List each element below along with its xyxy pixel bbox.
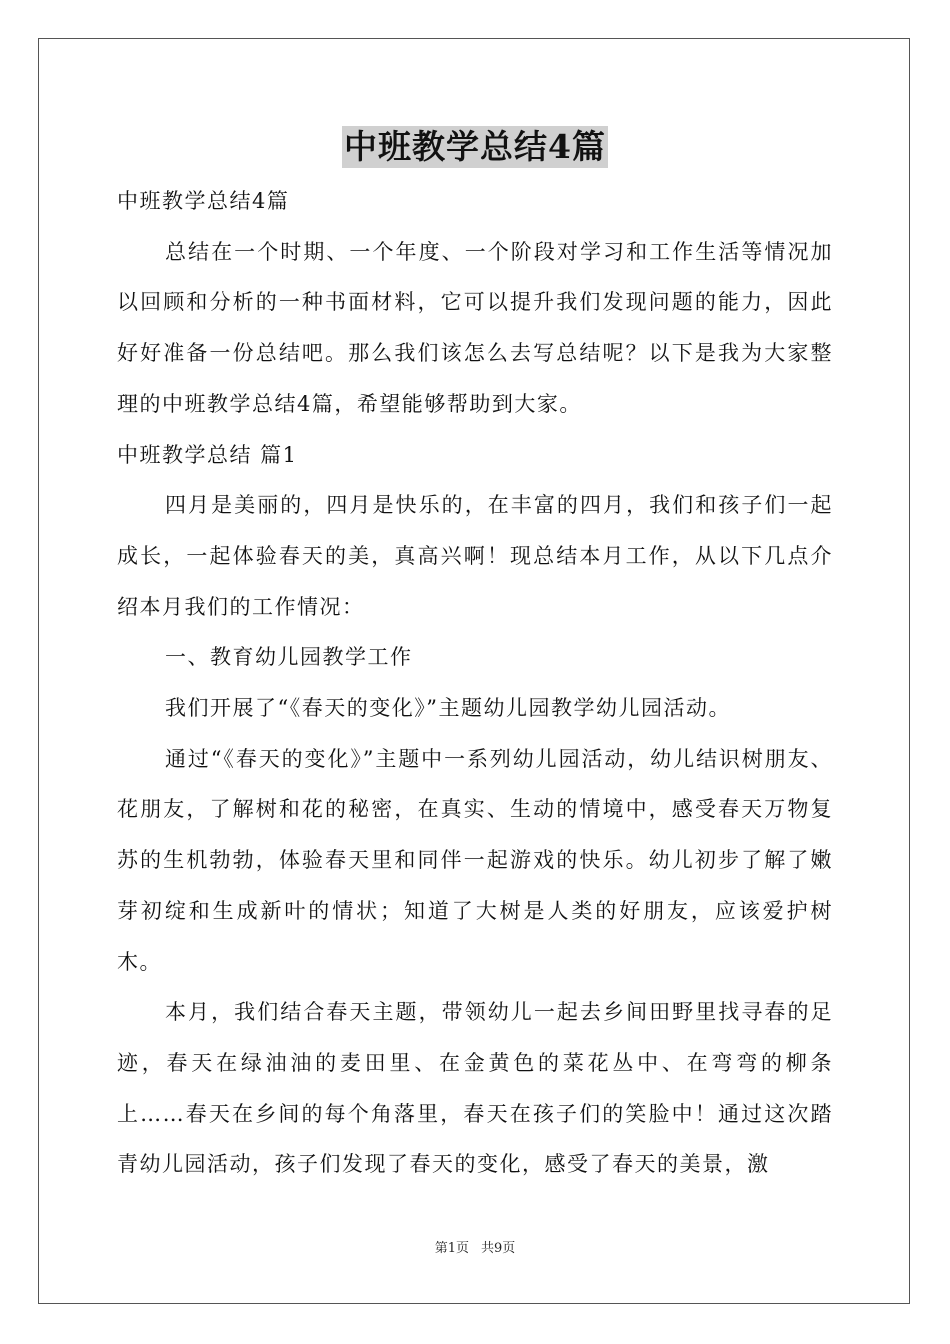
page-total: 共9页 (481, 1241, 516, 1256)
intro-paragraph: 总结在一个时期、一个年度、一个阶段对学习和工作生活等情况加以回顾和分析的一种书面材料，它可以提升我们发现问题的能力，因此好好准备一份总结吧。那么我们该怎么去写总结呢？以下是我为大家整理的中班教学总结4篇，希望能够帮助到大家。 (117, 239, 833, 416)
title-container (0, 126, 950, 168)
body-paragraph: 我们开展了“《春天的变化》”主题幼儿园教学幼儿园活动。 (165, 696, 731, 721)
page-footer (0, 1240, 950, 1258)
body-paragraph: 四月是美丽的，四月是快乐的，在丰富的四月，我们和孩子们一起成长，一起体验春天的美，真高兴啊！现总结本月工作，从以下几点介绍本月我们的工作情况： (117, 493, 833, 619)
document-title: 中班教学总结4篇 (344, 127, 606, 166)
document-body (117, 176, 833, 1190)
subtitle-paragraph: 中班教学总结4篇 (117, 189, 290, 213)
body-paragraph: 本月，我们结合春天主题，带领幼儿一起去乡间田野里找寻春的足迹，春天在绿油油的麦田里、在金黄色的菜花丛中、在弯弯的柳条上……春天在乡间的每个角落里，春天在孩子们的笑脸中！通过这次踏青幼儿园活动，孩子们发现了春天的变化，感受了春天的美景，激 (117, 1000, 833, 1177)
section-heading: 中班教学总结 篇1 (117, 442, 298, 467)
page-number: 第1页 (434, 1241, 469, 1256)
body-paragraph: 通过“《春天的变化》”主题中一系列幼儿园活动，幼儿结识树朋友、花朋友，了解树和花的秘密，在真实、生动的情境中，感受春天万物复苏的生机勃勃，体验春天里和同伴一起游戏的快乐。幼儿初步了解了嫩芽初绽和生成新叶的情状；知道了大树是人类的好朋友，应该爱护树木。 (117, 746, 833, 974)
subheading-paragraph: 一、教育幼儿园教学工作 (165, 645, 413, 670)
